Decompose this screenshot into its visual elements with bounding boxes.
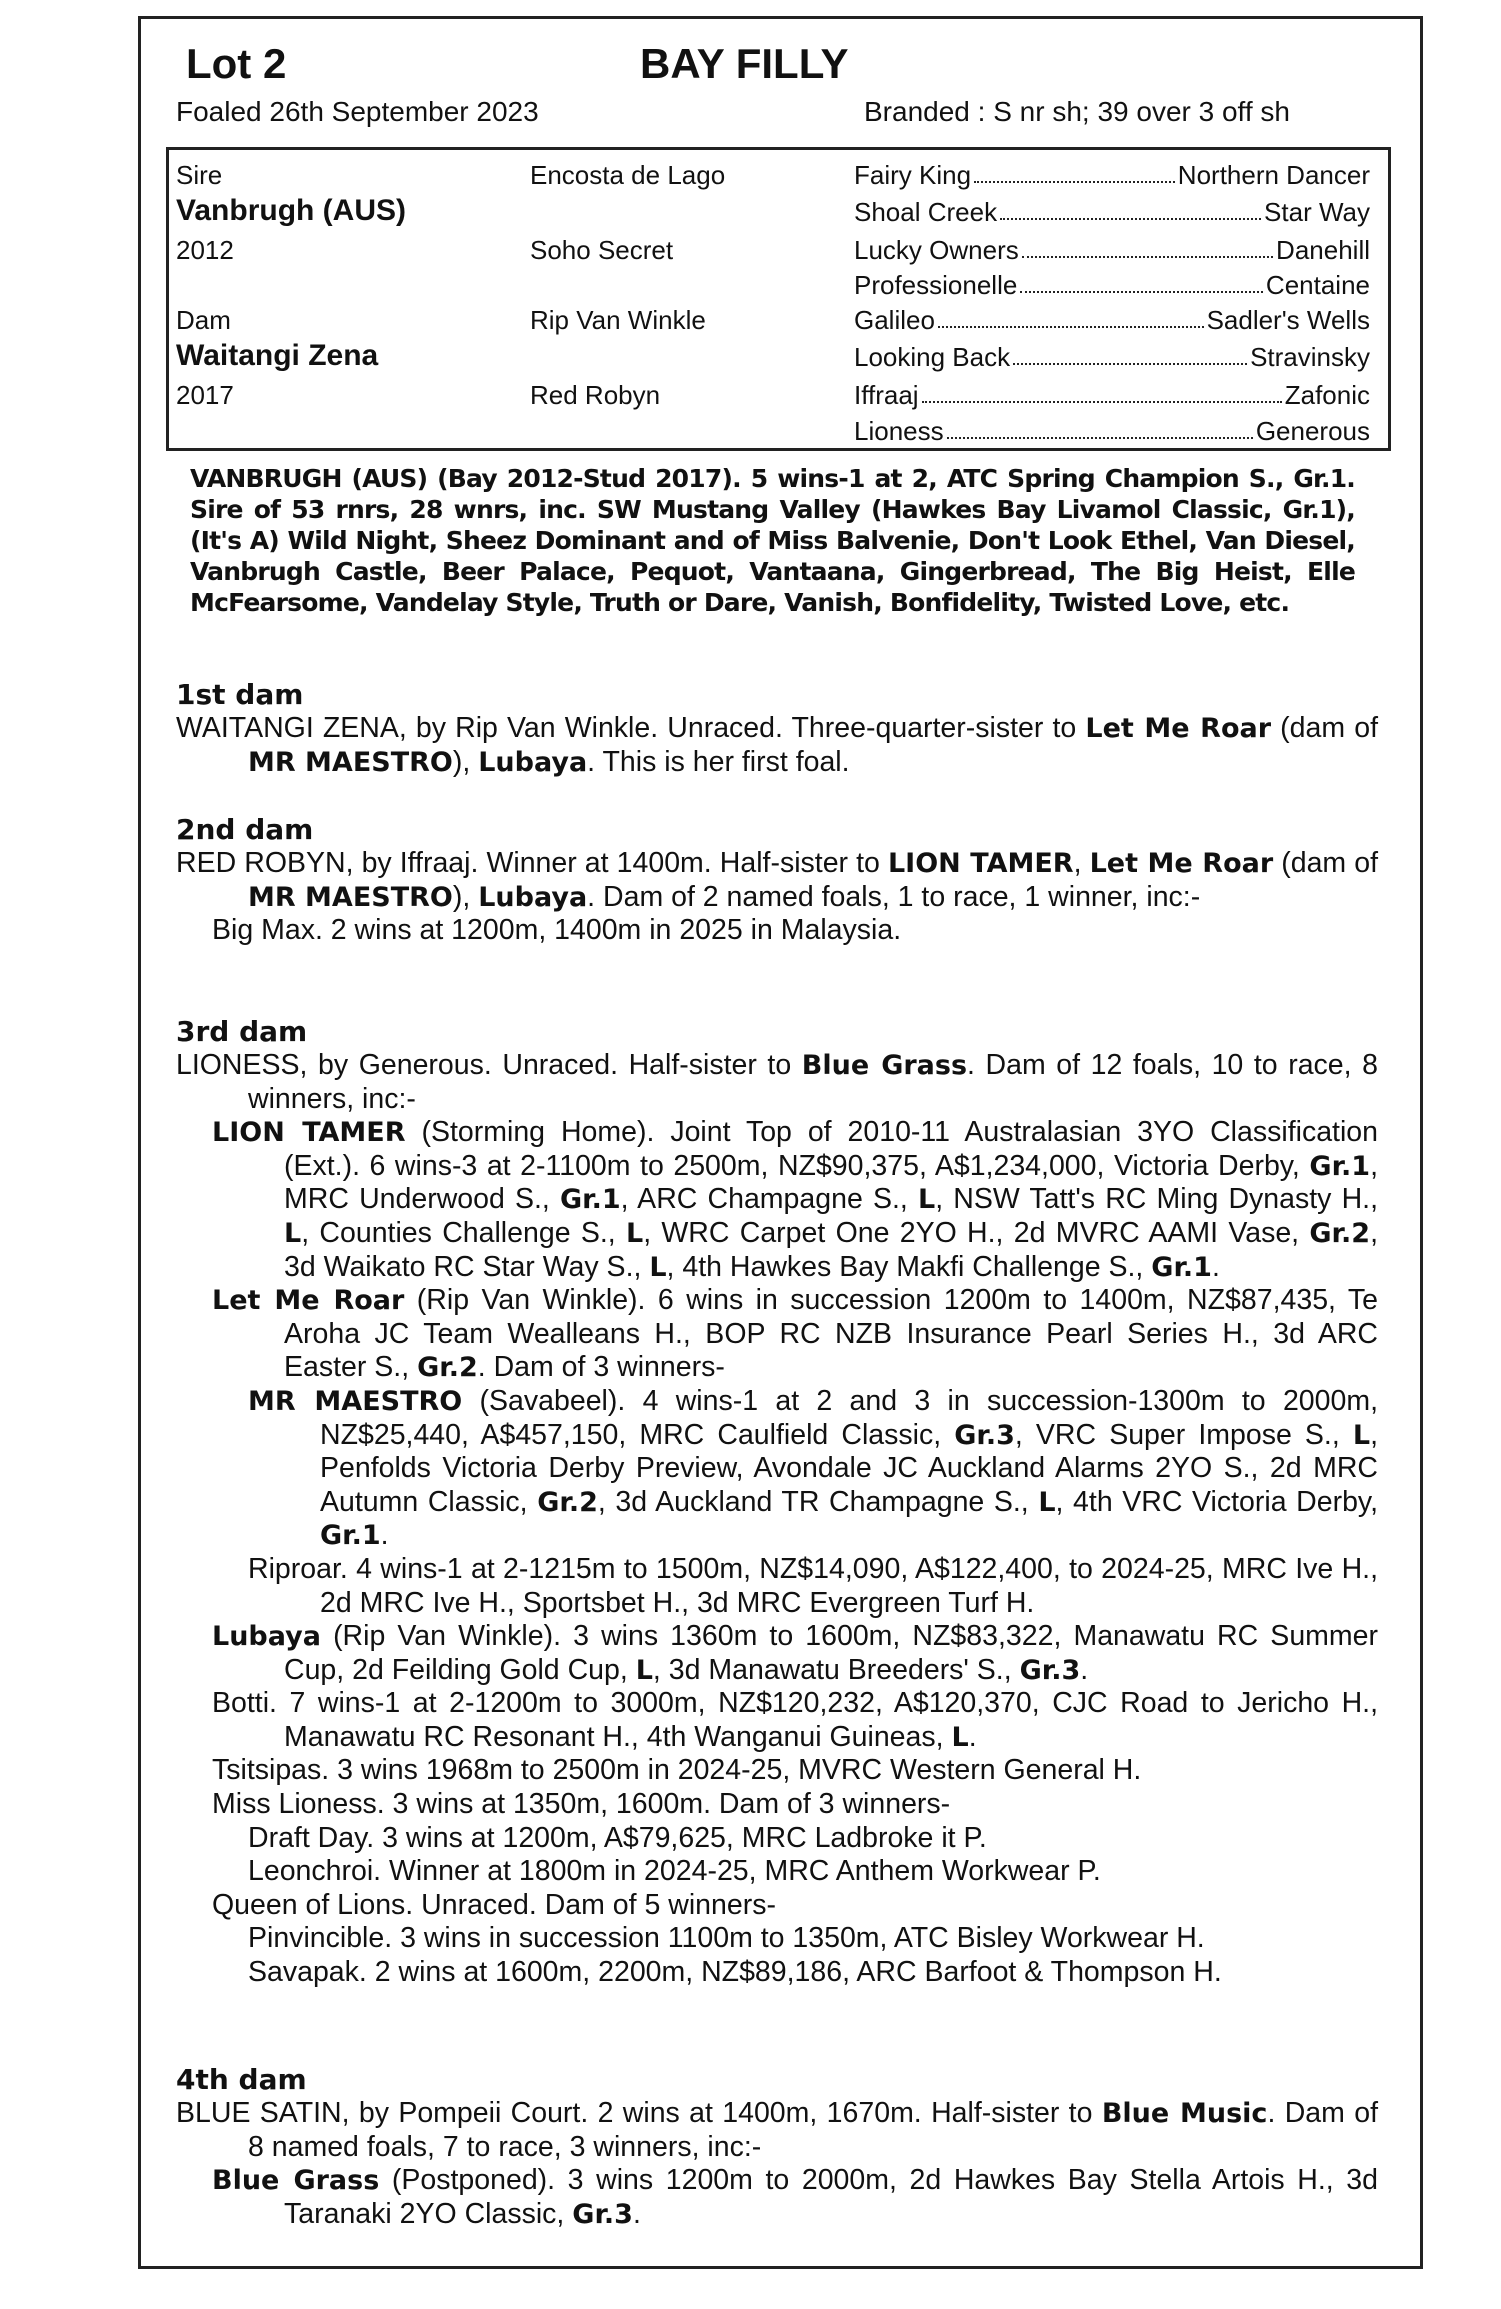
sire-year: 2012 — [176, 235, 234, 265]
grandfoal-entry: Riproar. 4 wins-1 at 2-1215m to 1500m, NZ$14,090, A$122,400, to 2024-25, MRC Ive H., 2d MRC Ive H., Sportsbet H., 3d MRC Evergreen Turf H. — [248, 1552, 1378, 1619]
horse-description: BAY FILLY — [640, 40, 849, 87]
second-dam-section — [176, 813, 1378, 948]
gen3-row: Professionelle Centaine — [854, 270, 1370, 300]
foal-entry: Big Max. 2 wins at 1200m, 1400m in 2025 in Malaysia. — [212, 914, 902, 947]
sire-sire: Encosta de Lago — [530, 160, 726, 190]
sire-summary: VANBRUGH (AUS) (Bay 2012-Stud 2017). 5 wins-1 at 2, ATC Spring Champion S., Gr.1. Sire of 53 rnrs, 28 wnrs, inc. SW Mustang Valley (Hawkes Bay Livamol Classic, Gr.1), (It's A) Wild Night, Sheez Dominant and of Miss Balvenie, Don't Look Ethel, Van Diesel, Vanbrugh Castle, Beer Palace, Pequot, Vantaana, Gingerbread, The Big Heist, Elle McFearsome, Vandelay Style, Truth or Dare, Vanish, Bonfidelity, Twisted Love, etc. — [190, 464, 1355, 617]
gen3-row: Shoal Creek Star Way — [854, 197, 1370, 227]
fourth-dam-text: BLUE SATIN, by Pompeii Court. 2 wins at 1400m, 1670m. Half-sister to Blue Music. Dam of 8 named foals, 7 to race, 3 winners, inc:- — [176, 2097, 1378, 2163]
gen3-row: Lioness Generous — [854, 416, 1370, 446]
foal-entry: Blue Grass (Postponed). 3 wins 1200m to 2000m, 2d Hawkes Bay Stella Artois H., 3d Taranaki 2YO Classic, Gr.3. — [212, 2164, 1378, 2230]
second-dam-text: RED ROBYN, by Iffraaj. Winner at 1400m. Half-sister to LION TAMER, Let Me Roar (dam of MR MAESTRO), Lubaya. Dam of 2 named foals, 1 to race, 1 winner, inc:- — [176, 847, 1378, 913]
foal-entry: Tsitsipas. 3 wins 1968m to 2500m in 2024-25, MVRC Western General H. — [212, 1754, 1142, 1787]
third-dam-section — [176, 1015, 1378, 1990]
foal-entry: Botti. 7 wins-1 at 2-1200m to 3000m, NZ$120,232, A$120,370, CJC Road to Jericho H., Manawatu RC Resonant H., 4th Wanganui Guineas, L. — [212, 1687, 1378, 1753]
brand-marks: Branded : S nr sh; 39 over 3 off sh — [864, 96, 1290, 127]
third-dam-heading: 3rd dam — [176, 1015, 308, 1048]
foal-entry: Miss Lioness. 3 wins at 1350m, 1600m. Dam of 3 winners- — [212, 1788, 951, 1821]
third-dam-text: LIONESS, by Generous. Unraced. Half-sister to Blue Grass. Dam of 12 foals, 10 to race, 8 winners, inc:- — [176, 1049, 1378, 1115]
foal-entry: Lubaya (Rip Van Winkle). 3 wins 1360m to 1600m, NZ$83,322, Manawatu RC Summer Cup, 2d Feilding Gold Cup, L, 3d Manawatu Breeders' S., Gr.3. — [212, 1620, 1378, 1686]
sire-name: Vanbrugh (AUS) — [176, 194, 406, 227]
first-dam-text: WAITANGI ZENA, by Rip Van Winkle. Unraced. Three-quarter-sister to Let Me Roar (dam of MR MAESTRO), Lubaya. This is her first foal. — [176, 712, 1379, 778]
gen3-row: Fairy King Northern Dancer — [854, 160, 1370, 190]
fourth-dam-section — [176, 2063, 1378, 2231]
first-dam-heading: 1st dam — [176, 678, 304, 711]
grandfoal-entry: Draft Day. 3 wins at 1200m, A$79,625, MRC Ladbroke it P. — [248, 1821, 987, 1854]
second-dam-heading: 2nd dam — [176, 813, 314, 846]
fourth-dam-heading: 4th dam — [176, 2063, 307, 2096]
foal-entry: LION TAMER (Storming Home). Joint Top of 2010-11 Australasian 3YO Classification (Ext.). 6 wins-3 at 2-1100m to 2500m, NZ$90,375, A$1,234,000, Victoria Derby, Gr.1, MRC Underwood S., Gr.1, ARC Champagne S., L, NSW Tatt's RC Ming Dynasty H., L, Counties Challenge S., L, WRC Carpet One 2YO H., 2d MVRC AAMI Vase, Gr.2, 3d Waikato RC Star Way S., L, 4th Hawkes Bay Makfi Challenge S., Gr.1. — [212, 1116, 1378, 1283]
dam-year: 2017 — [176, 380, 234, 410]
lot-number: Lot 2 — [186, 40, 287, 87]
grandfoal-entry: Pinvincible. 3 wins in succession 1100m to 1350m, ATC Bisley Workwear H. — [248, 1922, 1205, 1955]
grandfoal-entry: Savapak. 2 wins at 1600m, 2200m, NZ$89,186, ARC Barfoot & Thompson H. — [248, 1956, 1222, 1989]
foaled-date: Foaled 26th September 2023 — [176, 96, 539, 127]
dam-sire: Rip Van Winkle — [530, 305, 706, 335]
grandfoal-entry: MR MAESTRO (Savabeel). 4 wins-1 at 2 and 3 in succession-1300m to 2000m, NZ$25,440, A$457,150, MRC Caulfield Classic, Gr.3, VRC Super Impose S., L, Penfolds Victoria Derby Preview, Avondale JC Auckland Alarms 2YO S., 2d MRC Autumn Classic, Gr.2, 3d Auckland TR Champagne S., L, 4th VRC Victoria Derby, Gr.1. — [248, 1384, 1378, 1552]
gen3-row: Lucky Owners Danehill — [854, 235, 1370, 265]
sire-dam: Soho Secret — [530, 235, 674, 265]
dam-name: Waitangi Zena — [176, 339, 379, 372]
dam-label: Dam — [176, 305, 231, 335]
dam-dam: Red Robyn — [530, 380, 661, 410]
gen3-row: Looking Back Stravinsky — [854, 342, 1370, 372]
foal-entry: Queen of Lions. Unraced. Dam of 5 winners- — [212, 1888, 776, 1921]
sire-label: Sire — [176, 160, 223, 190]
gen3-row: Galileo Sadler's Wells — [854, 305, 1370, 335]
grandfoal-entry: Leonchroi. Winner at 1800m in 2024-25, MRC Anthem Workwear P. — [248, 1855, 1101, 1888]
foal-entry: Let Me Roar (Rip Van Winkle). 6 wins in succession 1200m to 1400m, NZ$87,435, Te Aroha JC Team Wealleans H., BOP RC NZB Insurance Pearl Series H., 3d ARC Easter S., Gr.2. Dam of 3 winners- — [212, 1284, 1378, 1384]
gen3-row: Iffraaj Zafonic — [854, 380, 1370, 410]
first-dam-section — [176, 678, 1378, 779]
